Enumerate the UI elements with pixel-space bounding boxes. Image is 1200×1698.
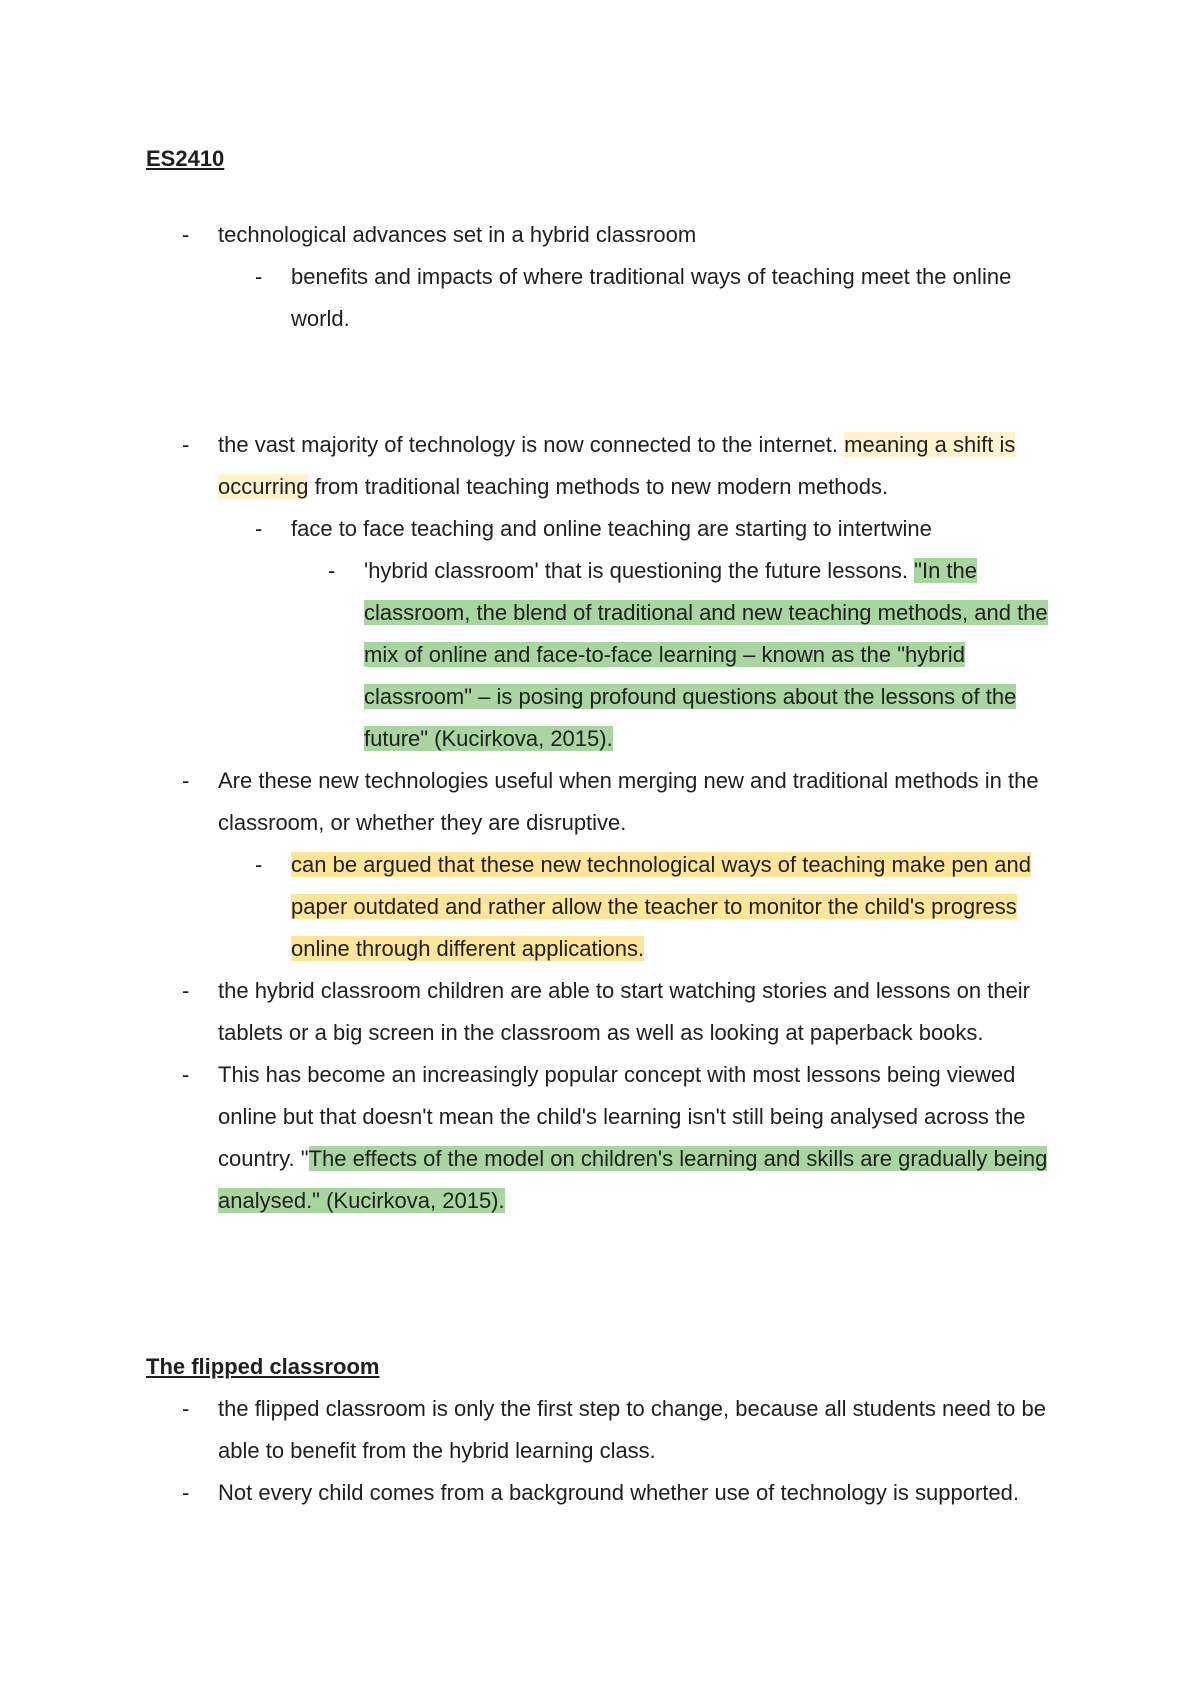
- bullet-text: This has become an increasingly popular concept with most lessons being viewed online but that doesn't mean the child's learning isn't still being analysed across the country. ": [218, 1062, 1026, 1171]
- highlighted-text: meaning a shift is occurring: [218, 432, 1016, 499]
- dash-marker: -: [182, 432, 190, 457]
- list-item: [0, 970, 1068, 1054]
- list-item: [0, 424, 1068, 508]
- list-item: [0, 844, 1066, 970]
- document-heading: ES2410: [146, 146, 225, 171]
- highlighted-quote: "In the classroom, the blend of traditional and new teaching methods, and the mix of online and face-to-face learning – known as the "hybrid classroom" – is posing profound questions about the lessons of the future" (Kucirkova, 2015).: [364, 558, 1048, 751]
- dash-marker: -: [182, 222, 190, 247]
- bullet-list-1: [0, 214, 1200, 340]
- list-item: [0, 508, 1066, 550]
- bullet-text: 'hybrid classroom' that is questioning the future lessons.: [364, 558, 915, 583]
- list-item: [0, 550, 1064, 760]
- dash-marker: -: [255, 264, 263, 289]
- bullet-text: from traditional teaching methods to new modern methods.: [308, 474, 889, 499]
- list-item: [0, 760, 1068, 844]
- dash-marker: -: [182, 1062, 190, 1087]
- dash-marker: -: [182, 1396, 190, 1421]
- bullet-text: the flipped classroom is only the first step to change, because all students need to be able to benefit from the hybrid learning class.: [218, 1396, 1046, 1463]
- dash-marker: -: [255, 516, 263, 541]
- dash-marker: -: [182, 1480, 190, 1505]
- list-item: [0, 1472, 1068, 1514]
- highlighted-quote: The effects of the model on children's learning and skills are gradually being analysed." (Kucirkova, 2015).: [218, 1146, 1048, 1213]
- list-item: [0, 1054, 1068, 1222]
- dash-marker: -: [182, 768, 190, 793]
- section-title: The flipped classroom: [146, 1354, 380, 1379]
- bullet-text: face to face teaching and online teaching are starting to intertwine: [291, 516, 932, 541]
- list-item: [0, 1388, 1068, 1472]
- bullet-text: technological advances set in a hybrid classroom: [218, 222, 697, 247]
- bullet-text: benefits and impacts of where traditional ways of teaching meet the online world.: [291, 264, 1012, 331]
- dash-marker: -: [182, 978, 190, 1003]
- bullet-text: Are these new technologies useful when merging new and traditional methods in the classroom, or whether they are disruptive.: [218, 768, 1039, 835]
- bullet-text: the hybrid classroom children are able to start watching stories and lessons on their tablets or a big screen in the classroom as well as looking at paperback books.: [218, 978, 1030, 1045]
- bullet-list-2: [0, 424, 1200, 1222]
- highlighted-text: can be argued that these new technological ways of teaching make pen and paper outdated and rather allow the teacher to monitor the child's progress online through different applications.: [291, 852, 1031, 961]
- dash-marker: -: [255, 852, 263, 877]
- list-item: [0, 214, 1068, 256]
- dash-marker: -: [328, 558, 336, 583]
- bullet-text: the vast majority of technology is now connected to the internet.: [218, 432, 845, 457]
- bullet-list-3: [0, 1388, 1200, 1514]
- bullet-text: Not every child comes from a background whether use of technology is supported.: [218, 1480, 1019, 1505]
- list-item: [0, 256, 1066, 340]
